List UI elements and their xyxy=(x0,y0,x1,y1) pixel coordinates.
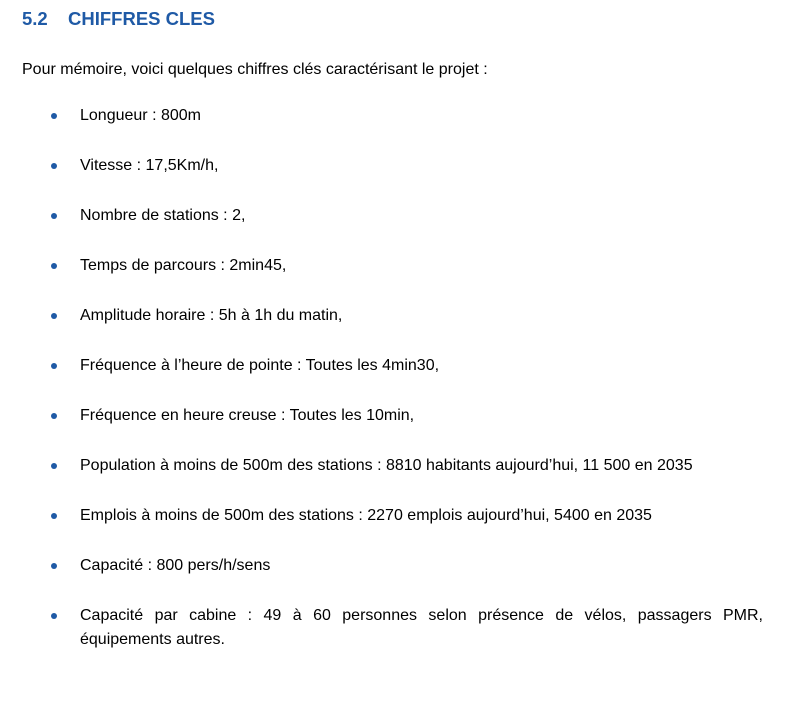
list-item xyxy=(0,154,763,178)
intro-paragraph: Pour mémoire, voici quelques chiffres clés caractérisant le projet : xyxy=(22,61,488,78)
bullet-icon xyxy=(51,213,57,219)
bullet-icon xyxy=(51,363,57,369)
section-heading xyxy=(22,8,215,30)
list-item-text: Nombre de stations : 2, xyxy=(80,207,246,224)
list-item xyxy=(0,554,763,578)
list-item xyxy=(0,504,763,528)
bullet-icon xyxy=(51,113,57,119)
list-item-text: Population à moins de 500m des stations : 8810 habitants aujourd’hui, 11 500 en 2035 xyxy=(80,457,693,474)
list-item xyxy=(0,354,763,378)
section-number: 5.2 xyxy=(22,8,48,29)
list-item xyxy=(0,254,763,278)
list-item-text: Amplitude horaire : 5h à 1h du matin, xyxy=(80,307,343,324)
bullet-icon xyxy=(51,513,57,519)
key-figures-list xyxy=(0,104,763,678)
list-item-text: Capacité : 800 pers/h/sens xyxy=(80,557,271,574)
section-title: CHIFFRES CLES xyxy=(68,8,215,29)
list-item xyxy=(0,404,763,428)
list-item xyxy=(0,204,763,228)
bullet-icon xyxy=(51,463,57,469)
list-item-text: Fréquence à l’heure de pointe : Toutes les 4min30, xyxy=(80,357,440,374)
list-item-text: Vitesse : 17,5Km/h, xyxy=(80,157,219,174)
bullet-icon xyxy=(51,413,57,419)
list-item-text: Capacité par cabine : 49 à 60 personnes selon présence de vélos, passagers PMR, équipements autres. xyxy=(80,607,763,648)
bullet-icon xyxy=(51,563,57,569)
list-item xyxy=(0,104,763,128)
bullet-icon xyxy=(51,163,57,169)
list-item xyxy=(0,304,763,328)
list-item xyxy=(0,604,763,652)
list-item-text: Emplois à moins de 500m des stations : 2270 emplois aujourd’hui, 5400 en 2035 xyxy=(80,507,652,524)
bullet-icon xyxy=(51,613,57,619)
list-item-text: Longueur : 800m xyxy=(80,107,201,124)
list-item-text: Fréquence en heure creuse : Toutes les 10min, xyxy=(80,407,415,424)
bullet-icon xyxy=(51,263,57,269)
list-item xyxy=(0,454,763,478)
list-item-text: Temps de parcours : 2min45, xyxy=(80,257,287,274)
bullet-icon xyxy=(51,313,57,319)
